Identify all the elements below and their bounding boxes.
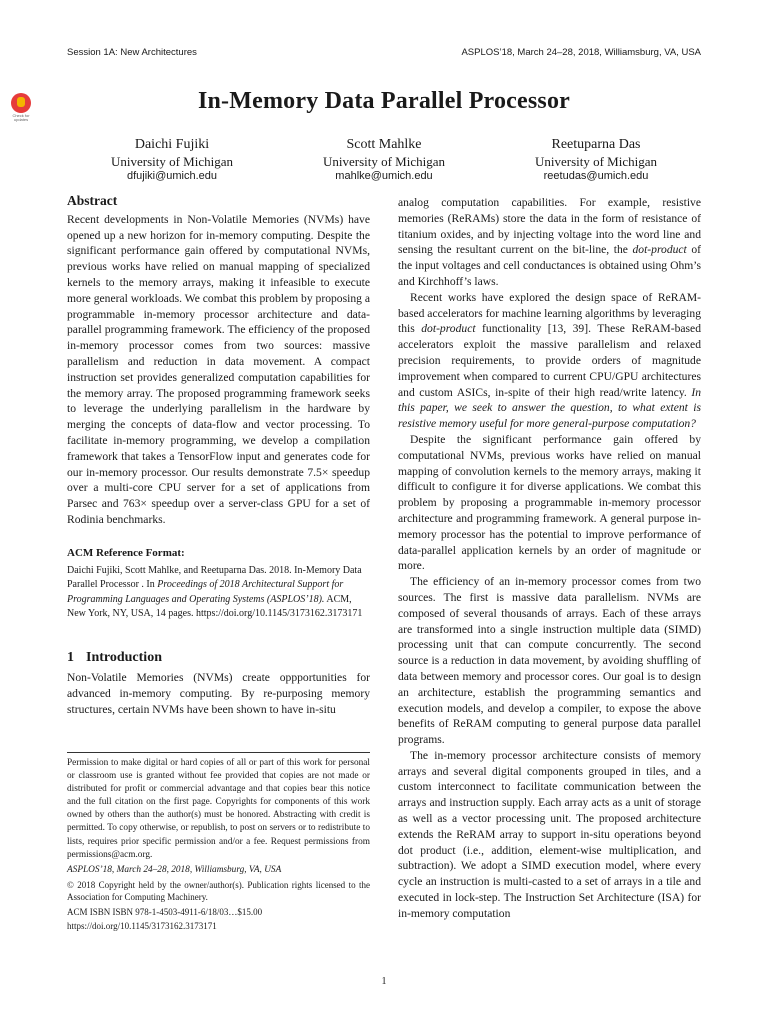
header-venue: ASPLOS’18, March 24–28, 2018, Williamsburg, VA, USA	[461, 47, 701, 58]
abstract-text: Recent developments in Non-Volatile Memories (NVMs) have opened up a new horizon for in-memory computing. Despite the significant performance gain offered by computational NVMs, previous works have relied on manual mapping of specialized kernels to the memory arrays, making it infeasible to execute more general workloads. We combat this problem by proposing a programmable in-memory processor architecture and data-parallel programming framework. The efficiency of the proposed in-memory processor comes from two sources: massive parallelism and reduction in data movement. A compact instruction set provides generalized computation capabilities for the memory array. The proposed programming framework seeks to leverage the underlying parallelism in the hardware by merging the concepts of data-flow and vector processing. To facilitate in-memory programming, we develop a compilation framework that takes a TensorFlow input and generates code for our in-memory processor. Our results demonstrate 7.5× speedup over a multi-core CPU server for a set of applications from Parsec and 763× speedup over a server-class GPU for a set of Rodinia benchmarks.	[67, 212, 370, 526]
permission-footnote	[67, 752, 370, 935]
doi-link[interactable]: https://doi.org/10.1145/3173162.3173171	[67, 921, 217, 932]
author-affiliation: University of Michigan	[110, 154, 234, 169]
paragraph: analog computation capabilities. For example, resistive memories (ReRAMs) store the data in the form of resistance of titanium oxides, and by injecting voltage into the word line and sensing the resultant current on the bit-line, the dot-product of the input voltages and cell conductances is obtained using Ohm’s and Kirchhoff’s laws.	[398, 196, 701, 288]
acm-reference-heading: ACM Reference Format:	[67, 546, 185, 559]
paragraph: The in-memory processor architecture consists of memory arrays and several digital components grouped in tiles, and a custom interconnect to facilitate communication between the arrays and instruction supply. Each array acts as a unit of storage as well as a vector processing unit. The proposed architecture extends the ReRAM array to support in-situ operations beyond dot product (i.e., addition, element-wise multiplication, and subtraction). We adopt a SIMD execution model, where every cycle an instruction is multi-casted to a set of arrays in a tile and executed in lock-step. The Instruction Set Architecture (ISA) for in-memory computation	[398, 748, 701, 920]
running-header	[67, 47, 701, 58]
author-2	[279, 137, 489, 184]
paragraph: Despite the significant performance gain offered by computational NVMs, previous works have relied on manual mapping of convolution kernels to the memory arrays, making it difficult to configure it for diverse applications. We combat this problem by proposing a programmable in-memory processor architecture and programming framework. A general purpose in-memory processor has the potential to improve performance of data-parallel application kernels by an order of magnitude or more.	[398, 432, 701, 573]
author-email: mahlke@umich.edu	[335, 170, 433, 182]
introduction-text: Non-Volatile Memories (NVMs) create oppportunities for advanced in-memory computing. By re-purposing memory structures, certain NVMs have been shown to have in-situ	[67, 671, 370, 716]
abstract-heading: Abstract	[67, 193, 118, 208]
author-name: Scott Mahlke	[346, 137, 422, 152]
author-name: Reetuparna Das	[551, 137, 641, 152]
paragraph: The efficiency of an in-memory processor comes from two sources. The first is massive data parallelism. NVMs are composed of several thousands of arrays. Each of these arrays are transformed into a single instruction multiple data (SIMD) processing unit that can compute concurrently. The second source is a reduction in data movement, by avoiding shuffling of data between memory and processor cores. Our goal is to design an architecture, establish the programming semantics and execution models, and develop a compiler, to expose the above benefits of ReRAM computing to general purpose data parallel programs.	[398, 575, 701, 747]
introduction-heading: 1 Introduction	[67, 649, 162, 665]
author-3	[491, 137, 701, 184]
left-column	[67, 193, 370, 718]
author-1	[67, 137, 277, 184]
permission-venue: ASPLOS’18, March 24–28, 2018, Williamsburg, VA, USA	[67, 864, 282, 875]
author-email: dfujiki@umich.edu	[126, 170, 218, 182]
isbn-text: ACM ISBN ISBN 978-1-4503-4911-6/18/03…$15.00	[67, 906, 263, 917]
author-email: reetudas@umich.edu	[543, 170, 649, 182]
author-affiliation: University of Michigan	[322, 154, 446, 169]
badge-label: Check for updates	[12, 113, 30, 122]
permission-text: Permission to make digital or hard copies of all or part of this work for personal or classroom use is granted without fee provided that copies are not made or distributed for profit or commercial advantage and that copies bear this notice and the full citation on the first page. Copyrights for components of this work owned by others than the author(s) must be honored. Abstracting with credit is permitted. To copy otherwise, or republish, to post on servers or to redistribute to lists, requires prior specific permission and/or a fee. Request permissions from permissions@acm.org.	[67, 758, 370, 860]
author-block	[67, 137, 701, 184]
page-number: 1	[381, 976, 387, 987]
copyright-text: © 2018 Copyright held by the owner/author(s). Publication rights licensed to the Association for Computing Machinery.	[67, 879, 370, 903]
author-name: Daichi Fujiki	[134, 137, 210, 152]
author-affiliation: University of Michigan	[534, 154, 658, 169]
acm-reference-text: Daichi Fujiki, Scott Mahlke, and Reetuparna Das. 2018. In-Memory Data Parallel Processor . In Proceedings of 2018 Architectural Support for Programming Languages and Operating Systems (ASPLOS’18). ACM, New York, NY, USA, 14 pages. https://doi.org/10.1145/3173162.3173171	[67, 564, 363, 620]
paper-title: In-Memory Data Parallel Processor	[197, 88, 571, 114]
paragraph: Recent works have explored the design space of ReRAM-based accelerators for machine learning algorithms by leveraging this dot-product functionality [13, 39]. These ReRAM-based accelerators exploit the massive parallelism and relaxed precision requirements, to provide orders of magnitude improvement when compared to current CPU/GPU architectures and custom ASICs, in-spite of their high read/write latency. In this paper, we seek to answer the question, to what extent is resistive memory useful for more general-purpose computation?	[398, 290, 701, 431]
right-column	[398, 195, 701, 922]
header-session: Session 1A: New Architectures	[67, 47, 197, 58]
